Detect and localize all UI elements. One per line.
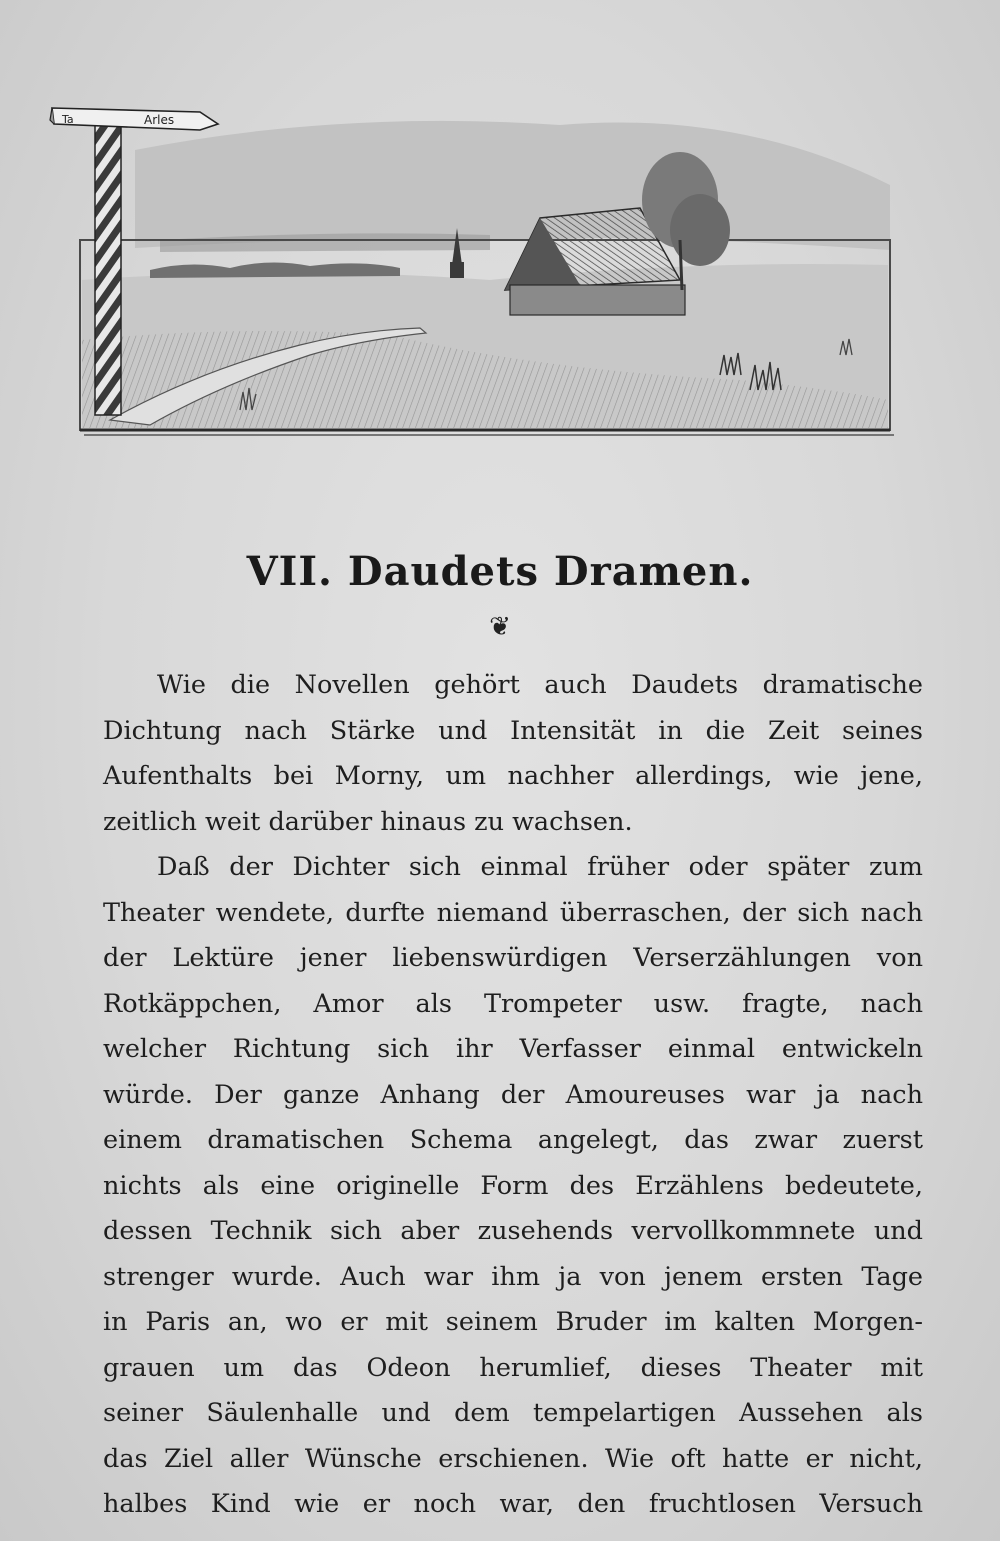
text-line: Aufenthalts bei Morny, um nachher allerdings, wie jene, — [103, 761, 923, 791]
text-line: der Lektüre jener liebenswürdigen Verserzählungen von — [103, 943, 923, 973]
text-line: dessen Technik sich aber zusehends vervollkommnete und — [103, 1216, 923, 1246]
sign-label-right: Arles — [144, 113, 175, 127]
body-text — [103, 663, 923, 1528]
text-line: Dichtung nach Stärke und Intensität in die Zeit seines — [103, 715, 923, 746]
text-line: einem dramatischen Schema angelegt, das zwar zuerst — [103, 1125, 923, 1155]
text-line: seiner Säulenhalle und dem tempelartigen Aussehen als — [103, 1398, 923, 1428]
chapter-title: VII. Daudets Dramen. — [246, 548, 754, 595]
text-line: zeitlich weit darüber hinaus zu wachsen. — [103, 806, 633, 837]
text-line: würde. Der ganze Anhang der Amoureuses war ja nach — [103, 1079, 923, 1110]
text-line: nichts als eine originelle Form des Erzählens bedeutete, — [103, 1170, 923, 1201]
landscape-illustration — [40, 90, 920, 445]
text-line: Daß der Dichter sich einmal früher oder später zum — [157, 852, 923, 882]
text-line: strenger wurde. Auch war ihm ja von jenem ersten Tage — [103, 1261, 923, 1292]
text-line: das Ziel aller Wünsche erschienen. Wie oft hatte er nicht, — [103, 1443, 923, 1474]
text-line: Wie die Novellen gehört auch Daudets dramatische — [157, 670, 923, 700]
text-line: welcher Richtung sich ihr Verfasser einmal entwickeln — [103, 1034, 923, 1064]
fleuron-ornament-icon: ❦ — [489, 612, 511, 642]
text-line: grauen um das Odeon herumlief, dieses Theater mit — [103, 1352, 923, 1383]
text-line: halbes Kind wie er noch war, den fruchtlosen Versuch — [103, 1489, 923, 1519]
text-line: Theater wendete, durfte niemand überraschen, der sich nach — [103, 897, 923, 928]
text-line: Rotkäppchen, Amor als Trompeter usw. fragte, nach — [103, 988, 923, 1019]
text-line: in Paris an, wo er mit seinem Bruder im kalten Morgen- — [103, 1307, 923, 1337]
sign-label-left: Ta — [62, 113, 74, 126]
